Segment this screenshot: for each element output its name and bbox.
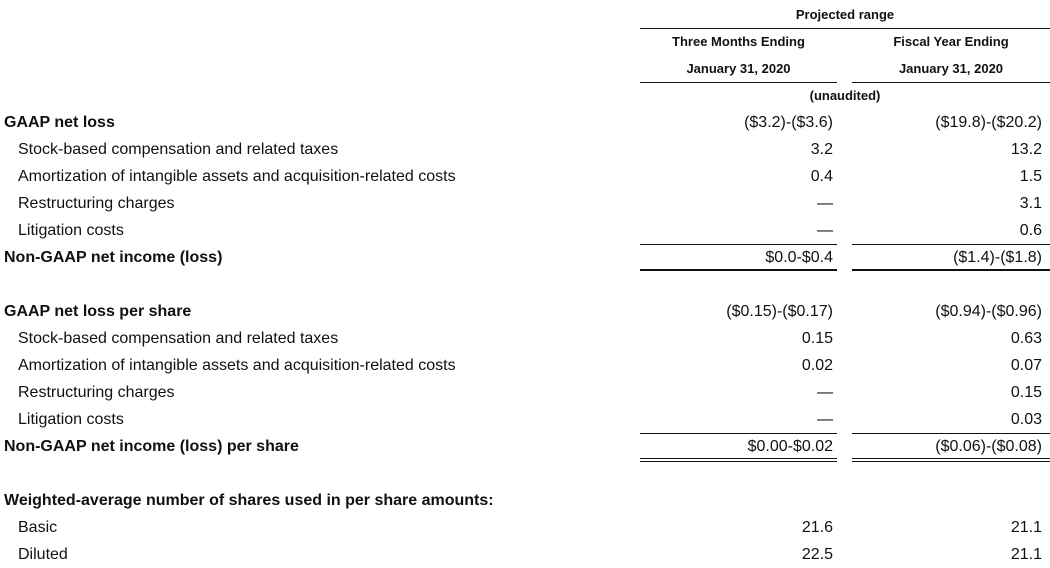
s1-row-label: Litigation costs [18,222,124,239]
gaap-net-loss-per-share-fy: ($0.94)-($0.96) [935,303,1042,320]
s2-row-label: Litigation costs [18,411,124,428]
non-gaap-net-income-fy: ($1.4)-($1.8) [953,249,1042,266]
col1-header-line1: Three Months Ending [672,34,805,49]
s1-subtotal-rule-q [640,244,837,245]
s2-row-label: Amortization of intangible assets and acquisition-related costs [18,357,456,374]
s1-total-rule-q [640,269,837,271]
col2-header-line1: Fiscal Year Ending [893,34,1009,49]
s1-row-label: Stock-based compensation and related taxes [18,141,339,158]
s2-subtotal-rule-q [640,433,837,434]
non-gaap-net-income-q: $0.0-$0.4 [765,249,833,266]
s1-row-q: 3.2 [810,141,833,158]
shares-basic-fy: 21.1 [1010,519,1042,536]
s1-row-label: Restructuring charges [18,195,175,212]
header-rule [640,28,1050,29]
s1-row-fy: 0.6 [1019,222,1042,239]
projected-range-header: Projected range [795,7,895,22]
s2-row-q: 0.15 [801,330,833,347]
shares-diluted-q: 22.5 [801,546,833,563]
s1-row-q: — [817,195,833,212]
col2-header-rule [852,82,1050,83]
s1-row-fy: 1.5 [1019,168,1042,185]
shares-diluted-label: Diluted [18,546,68,563]
col1-header-rule [640,82,837,83]
s2-row-fy: 0.15 [1010,384,1042,401]
non-gaap-net-income-label: Non-GAAP net income (loss) [4,249,223,266]
s1-total-rule-fy [852,269,1050,271]
col1-header-line2: January 31, 2020 [686,61,791,76]
gaap-net-loss-per-share-label: GAAP net loss per share [4,303,192,320]
shares-diluted-fy: 21.1 [1010,546,1042,563]
gaap-net-loss-per-share-q: ($0.15)-($0.17) [726,303,833,320]
shares-basic-label: Basic [18,519,58,536]
s2-row-q: 0.02 [801,357,833,374]
s2-row-q: — [817,384,833,401]
gaap-net-loss-q: ($3.2)-($3.6) [744,114,833,131]
s1-row-q: 0.4 [810,168,833,185]
s1-row-fy: 3.1 [1019,195,1042,212]
s2-total-rule-q [640,458,837,462]
s2-row-label: Restructuring charges [18,384,175,401]
s2-total-rule-fy [852,458,1050,462]
non-gaap-per-share-label: Non-GAAP net income (loss) per share [4,438,299,455]
s2-row-fy: 0.63 [1010,330,1042,347]
shares-basic-q: 21.6 [801,519,833,536]
non-gaap-per-share-fy: ($0.06)-($0.08) [935,438,1042,455]
gaap-net-loss-label: GAAP net loss [4,114,115,131]
s2-row-label: Stock-based compensation and related taxes [18,330,339,347]
s2-row-fy: 0.03 [1010,411,1042,428]
weighted-average-shares-label: Weighted-average number of shares used in per share amounts: [4,492,494,509]
s1-row-q: — [817,222,833,239]
s2-row-q: — [817,411,833,428]
s1-row-label: Amortization of intangible assets and acquisition-related costs [18,168,456,185]
gaap-net-loss-fy: ($19.8)-($20.2) [935,114,1042,131]
non-gaap-per-share-q: $0.00-$0.02 [747,438,833,455]
s1-row-fy: 13.2 [1010,141,1042,158]
s2-subtotal-rule-fy [852,433,1050,434]
s2-row-fy: 0.07 [1010,357,1042,374]
s1-subtotal-rule-fy [852,244,1050,245]
col2-header-line2: January 31, 2020 [898,61,1004,76]
unaudited-note: (unaudited) [809,88,881,103]
